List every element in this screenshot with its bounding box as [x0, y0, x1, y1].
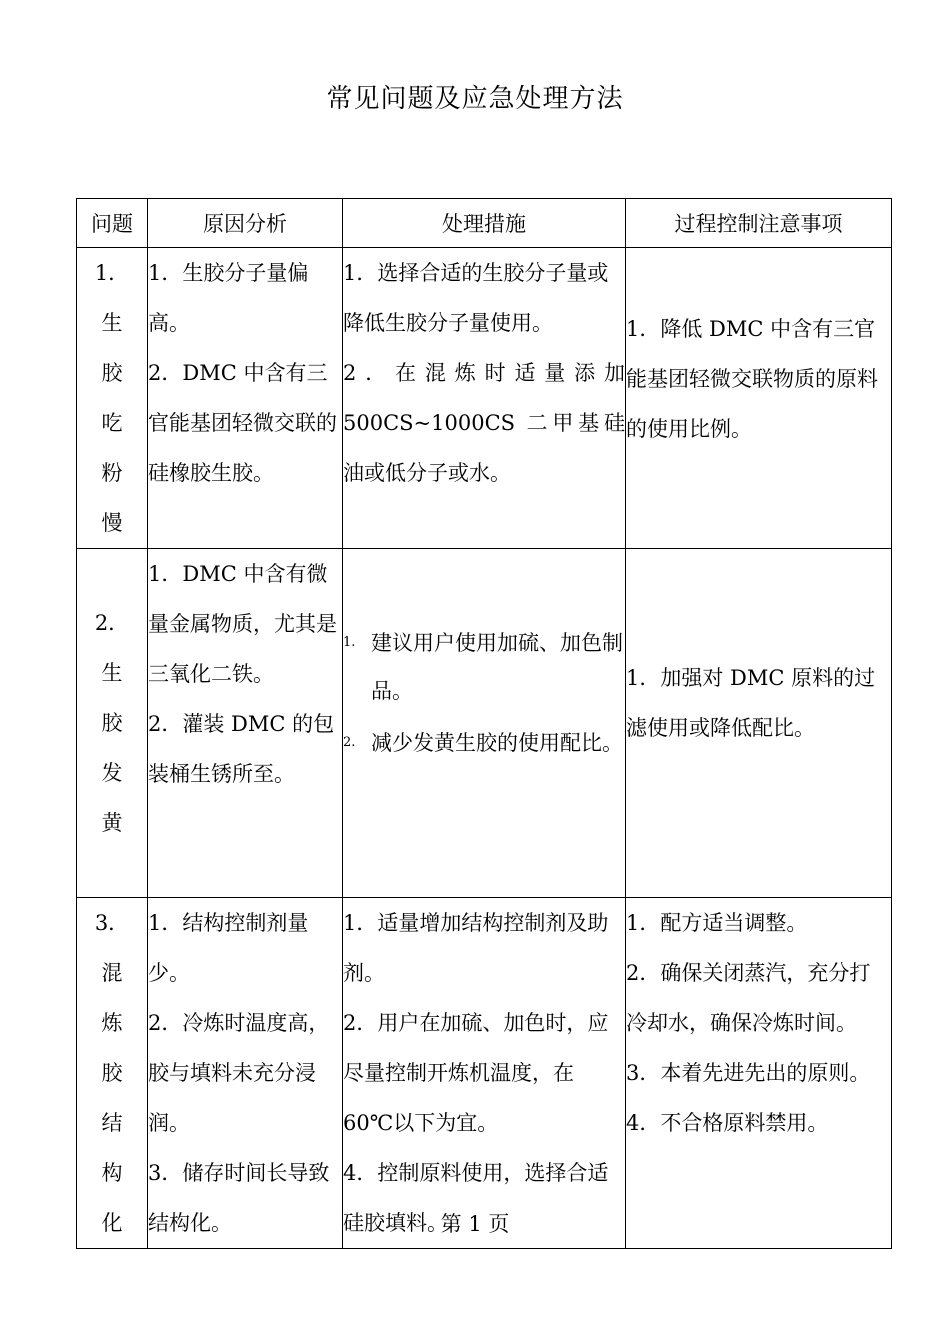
table-header-row [77, 199, 892, 248]
causes-cell: 1．结构控制剂量少。 2．冷炼时温度高，胶与填料未充分浸润。 3．储存时间长导致结构化。 [148, 898, 343, 1249]
header-problem: 问题 [77, 199, 148, 248]
list-item: 2. 减少发黄生胶的使用配比。 [343, 731, 623, 755]
problem-cell: 2． 生 胶 发 黄 [77, 549, 148, 898]
causes-cell: 1．生胶分子量偏高。 2．DMC 中含有三官能基团轻微交联的硅橡胶生胶。 [148, 248, 343, 549]
problem-cell: 3． 混 炼 胶 结 构 化 [77, 898, 148, 1249]
measures-cell: 1．选择合适的生胶分子量或降低生胶分子量使用。 2．在混炼时适量添加 500CS~1000CS 二甲基硅油或低分子或水。 [343, 248, 626, 549]
header-notes: 过程控制注意事项 [626, 199, 892, 248]
notes-cell: 1．配方适当调整。 2．确保关闭蒸汽，充分打冷却水，确保冷炼时间。 3．本着先进先出的原则。 4．不合格原料禁用。 [626, 898, 892, 1249]
header-measures: 处理措施 [343, 199, 626, 248]
problem-table [76, 198, 892, 1249]
causes-cell: 1．DMC 中含有微量金属物质，尤其是三氧化二铁。 2．灌装 DMC 的包装桶生锈所至。 [148, 549, 343, 898]
page-number: 第 1 页 [440, 1212, 510, 1236]
problem-cell: 1． 生 胶 吃 粉 慢 [77, 248, 148, 549]
header-causes: 原因分析 [148, 199, 343, 248]
page-title: 常见问题及应急处理方法 [326, 84, 624, 114]
list-item: 1. 建议用户使用加硫、加色制品。 [343, 631, 623, 703]
notes-cell: 1．降低 DMC 中含有三官能基团轻微交联物质的原料的使用比例。 [626, 248, 892, 549]
table-row [77, 898, 892, 1249]
measures-cell: 1．适量增加结构控制剂及助剂。 2．用户在加硫、加色时，应尽量控制开炼机温度，在 60℃以下为宜。 4．控制原料使用，选择合适硅胶填料。 [343, 898, 626, 1249]
table-row [77, 549, 892, 898]
table-row [77, 248, 892, 549]
notes-cell: 1．加强对 DMC 原料的过滤使用或降低配比。 [626, 549, 892, 898]
measures-cell [343, 549, 626, 898]
